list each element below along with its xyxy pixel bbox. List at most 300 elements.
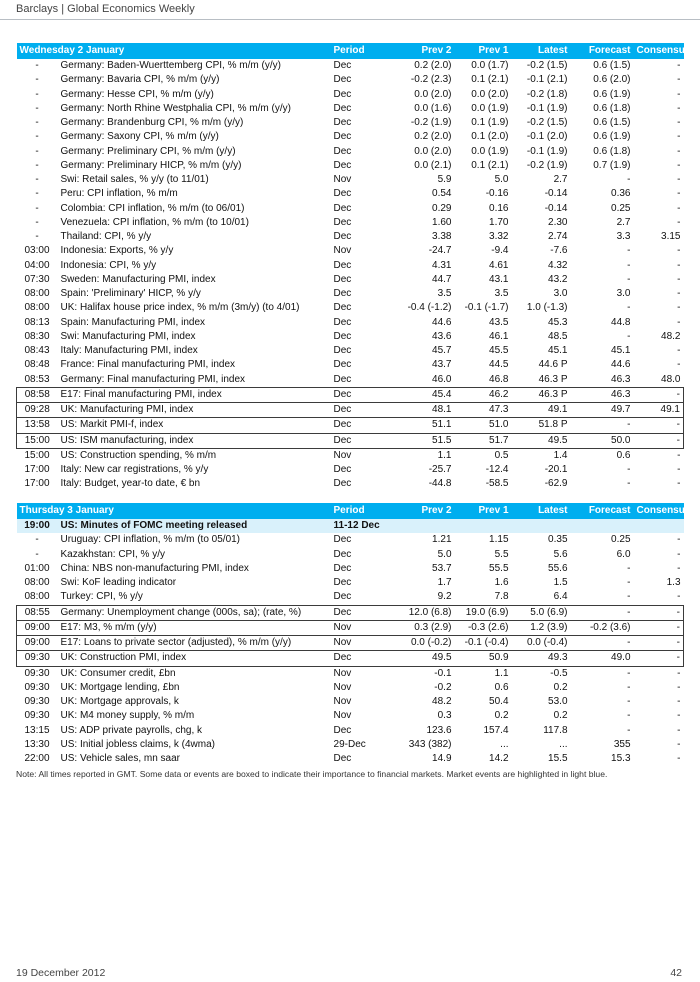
period-cell: Dec [333, 316, 352, 328]
event-cell: E17: M3, % m/m (y/y) [58, 620, 331, 635]
col-period: Period [331, 43, 391, 59]
prev1-cell: 46.8 [489, 373, 509, 385]
table-row [17, 724, 684, 738]
period-cell: Dec [333, 202, 352, 214]
latest-cell: 45.3 [548, 316, 568, 328]
consensus-cell: - [677, 102, 681, 114]
period-cell: Dec [333, 591, 352, 603]
table-row [17, 159, 684, 173]
col-prev2: Prev 2 [391, 503, 455, 519]
event-cell: US: Construction spending, % m/m [60, 449, 217, 461]
prev1-cell: 0.1 (2.0) [471, 131, 509, 143]
period-cell: Dec [333, 534, 352, 546]
time-cell: 04:00 [24, 259, 50, 271]
col-forecast: Forecast [571, 43, 634, 59]
latest-cell: -0.1 (2.1) [526, 74, 568, 86]
consensus-cell: - [677, 174, 681, 186]
time-cell: 07:30 [24, 273, 50, 285]
table-row [17, 373, 684, 388]
period-cell: Dec [333, 117, 352, 129]
period-cell: Dec [333, 231, 352, 243]
latest-cell: 51.8 P [512, 418, 571, 433]
consensus-cell: - [677, 449, 681, 461]
event-cell: US: Vehicle sales, mn saar [60, 753, 180, 765]
period-cell: Nov [333, 710, 352, 722]
event-cell: Germany: Bavaria CPI, % m/m (y/y) [60, 74, 220, 86]
period-cell: Dec [333, 345, 352, 357]
prev2-cell: -24.7 [428, 245, 452, 257]
latest-cell: -0.1 (2.0) [526, 131, 568, 143]
latest-cell: -0.1 (1.9) [526, 102, 568, 114]
forecast-cell: 0.6 (1.9) [593, 88, 631, 100]
latest-cell: 15.5 [548, 753, 568, 765]
consensus-cell: - [677, 273, 681, 285]
table-row [17, 403, 684, 418]
time-cell: 08:43 [24, 345, 50, 357]
prev1-cell: 50.4 [489, 696, 509, 708]
prev2-cell: 48.1 [391, 403, 455, 418]
prev1-cell: 0.6 [494, 681, 509, 693]
time-cell: 08:55 [17, 605, 58, 620]
forecast-cell: 0.25 [611, 534, 631, 546]
period-cell: Dec [331, 651, 391, 666]
forecast-cell: 0.6 (1.5) [593, 117, 631, 129]
consensus-cell: - [677, 316, 681, 328]
prev1-cell: -9.4 [491, 245, 509, 257]
consensus-cell: - [634, 418, 684, 433]
period-cell: Dec [333, 577, 352, 589]
latest-cell: 49.1 [512, 403, 571, 418]
event-cell: Swi: Manufacturing PMI, index [60, 330, 196, 342]
prev2-cell: 1.60 [432, 216, 452, 228]
latest-cell: 0.0 (-0.4) [512, 636, 571, 651]
prev2-cell: 44.6 [432, 316, 452, 328]
col-consensus: Consensus [634, 503, 684, 519]
event-cell: Sweden: Manufacturing PMI, index [60, 273, 216, 285]
latest-cell: 44.6 P [538, 359, 568, 371]
event-cell: US: Initial jobless claims, k (4wma) [60, 738, 215, 750]
consensus-cell: - [677, 117, 681, 129]
event-cell: France: Final manufacturing PMI, index [60, 359, 236, 371]
prev1-cell: 4.61 [489, 259, 509, 271]
consensus-cell: - [634, 387, 684, 402]
latest-cell: 1.5 [553, 577, 568, 589]
event-cell: Germany: Saxony CPI, % m/m (y/y) [60, 131, 219, 143]
event-cell: Turkey: CPI, % y/y [60, 591, 143, 603]
event-cell: Germany: Hesse CPI, % m/m (y/y) [60, 88, 214, 100]
prev2-cell: 51.5 [391, 433, 455, 448]
prev1-cell: 0.0 (1.9) [471, 145, 509, 157]
period-cell: Nov [333, 696, 352, 708]
event-cell: Indonesia: Exports, % y/y [60, 245, 174, 257]
prev2-cell: 3.5 [437, 288, 452, 300]
table-row [17, 173, 684, 187]
footer-date: 19 December 2012 [16, 967, 106, 979]
forecast-cell: 44.6 [611, 359, 631, 371]
latest-cell: 4.32 [548, 259, 568, 271]
consensus-cell: - [677, 145, 681, 157]
time-cell: 08:53 [24, 373, 50, 385]
forecast-cell: 50.0 [571, 433, 634, 448]
time-cell: - [35, 534, 39, 546]
forecast-cell: - [627, 259, 631, 271]
table-row [17, 651, 684, 666]
consensus-cell: - [677, 753, 681, 765]
prev1-cell: 7.8 [494, 591, 509, 603]
period-cell: Dec [333, 259, 352, 271]
table-row [17, 202, 684, 216]
prev1-cell: 46.1 [489, 330, 509, 342]
forecast-cell: - [627, 174, 631, 186]
latest-cell: 117.8 [543, 724, 568, 736]
prev1-cell: 5.0 [494, 174, 509, 186]
table-row [17, 681, 684, 695]
period-cell: Dec [333, 102, 352, 114]
time-cell: - [35, 174, 39, 186]
forecast-cell: 355 [613, 738, 631, 750]
prev1-cell: 43.1 [489, 273, 509, 285]
time-cell: 08:00 [24, 577, 50, 589]
latest-cell: ... [559, 738, 568, 750]
table-row [17, 738, 684, 752]
period-cell: 29-Dec [333, 738, 366, 750]
time-cell: 08:30 [24, 330, 50, 342]
prev1-cell: 44.5 [489, 359, 509, 371]
table-row [17, 230, 684, 244]
time-cell: 08:00 [24, 302, 50, 314]
forecast-cell: 0.36 [611, 188, 631, 200]
table-row [17, 605, 684, 620]
table-row [17, 752, 684, 766]
event-cell: Germany: Preliminary CPI, % m/m (y/y) [60, 145, 236, 157]
prev1-cell: 3.5 [494, 288, 509, 300]
time-cell: - [35, 188, 39, 200]
prev1-cell: 14.2 [489, 753, 509, 765]
forecast-cell: - [627, 478, 631, 490]
period-cell: Dec [333, 131, 352, 143]
consensus-cell: - [677, 359, 681, 371]
consensus-cell: 49.1 [634, 403, 684, 418]
prev1-cell: 0.5 [494, 449, 509, 461]
consensus-cell: - [677, 345, 681, 357]
col-latest: Latest [512, 503, 571, 519]
consensus-cell: - [677, 302, 681, 314]
latest-cell: -0.14 [544, 188, 568, 200]
prev2-cell: 0.2 (2.0) [414, 60, 452, 72]
prev2-cell: 0.0 (-0.2) [391, 636, 455, 651]
prev2-cell: 5.0 [437, 548, 452, 560]
prev2-cell: 0.0 (1.6) [414, 102, 452, 114]
consensus-cell: - [677, 288, 681, 300]
col-prev1: Prev 1 [455, 43, 512, 59]
table-row [17, 387, 684, 402]
period-cell: Dec [333, 724, 352, 736]
latest-cell: 1.2 (3.9) [512, 620, 571, 635]
time-cell: 08:13 [24, 316, 50, 328]
prev2-cell: 1.7 [437, 577, 452, 589]
day-title: Thursday 3 January [17, 503, 331, 519]
event-cell: UK: Mortgage approvals, k [60, 696, 179, 708]
event-cell: Spain: Manufacturing PMI, index [60, 316, 206, 328]
forecast-cell: 45.1 [611, 345, 631, 357]
prev2-cell: 43.7 [432, 359, 452, 371]
time-cell: - [35, 548, 39, 560]
time-cell: 08:58 [17, 387, 58, 402]
table-row [17, 463, 684, 477]
latest-cell: 49.5 [512, 433, 571, 448]
consensus-cell: - [677, 681, 681, 693]
forecast-cell: - [627, 464, 631, 476]
prev2-cell: 14.9 [432, 753, 452, 765]
table-row [17, 145, 684, 159]
period-cell: Dec [333, 159, 352, 171]
prev1-cell: 157.4 [483, 724, 509, 736]
prev2-cell: 48.2 [432, 696, 452, 708]
forecast-cell: - [627, 696, 631, 708]
time-cell: 09:30 [17, 651, 58, 666]
forecast-cell: 44.8 [611, 316, 631, 328]
prev2-cell: 0.0 (2.0) [414, 145, 452, 157]
table-row [17, 130, 684, 144]
prev1-cell: 43.5 [489, 316, 509, 328]
event-cell: Italy: Manufacturing PMI, index [60, 345, 198, 357]
consensus-cell: - [677, 667, 681, 679]
period-cell: Nov [331, 620, 391, 635]
consensus-cell: - [677, 710, 681, 722]
time-cell: - [35, 145, 39, 157]
forecast-cell: - [627, 245, 631, 257]
latest-cell: 3.0 [553, 288, 568, 300]
prev1-cell: 0.0 (1.9) [471, 102, 509, 114]
table-row [17, 636, 684, 651]
prev2-cell: -0.4 (-1.2) [407, 302, 452, 314]
prev2-cell: 0.3 [437, 710, 452, 722]
event-cell: US: ISM manufacturing, index [58, 433, 331, 448]
prev1-cell: 51.7 [455, 433, 512, 448]
forecast-cell: - [627, 562, 631, 574]
calendar-table-thursday [16, 503, 691, 766]
prev1-cell: 0.2 [494, 710, 509, 722]
table-row [17, 418, 684, 433]
table-row [17, 344, 684, 358]
event-cell: UK: M4 money supply, % m/m [60, 710, 195, 722]
prev2-cell: 12.0 (6.8) [391, 605, 455, 620]
time-cell: 09:30 [24, 667, 50, 679]
col-latest: Latest [512, 43, 571, 59]
consensus-cell: - [677, 696, 681, 708]
event-cell: Germany: Brandenburg CPI, % m/m (y/y) [60, 117, 244, 129]
prev2-cell: 53.7 [432, 562, 452, 574]
table-row [17, 287, 684, 301]
prev1-cell: 55.5 [489, 562, 509, 574]
time-cell: 17:00 [24, 478, 50, 490]
period-cell: Nov [333, 174, 352, 186]
prev1-cell: -0.1 (-1.7) [464, 302, 509, 314]
consensus-cell: - [634, 651, 684, 666]
event-cell: Colombia: CPI inflation, % m/m (to 06/01) [60, 202, 245, 214]
consensus-cell: - [677, 478, 681, 490]
period-cell: Nov [331, 636, 391, 651]
time-cell: 09:28 [17, 403, 58, 418]
latest-cell: 2.30 [548, 216, 568, 228]
prev1-cell: ... [500, 738, 509, 750]
table-row [17, 477, 684, 491]
latest-cell: 5.6 [553, 548, 568, 560]
latest-cell: 48.5 [548, 330, 568, 342]
prev1-cell: 0.0 (2.0) [471, 88, 509, 100]
forecast-cell: - [571, 636, 634, 651]
col-prev2: Prev 2 [391, 43, 455, 59]
table-row [17, 562, 684, 576]
prev2-cell: 1.21 [432, 534, 452, 546]
event-cell: Germany: Unemployment change (000s, sa); (rate, %) [58, 605, 331, 620]
period-cell: Nov [333, 667, 352, 679]
latest-cell: 46.3 P [538, 373, 568, 385]
forecast-cell: - [627, 667, 631, 679]
table-row [17, 709, 684, 723]
event-cell: UK: Construction PMI, index [58, 651, 331, 666]
time-cell: - [35, 74, 39, 86]
header-divider [0, 19, 700, 20]
time-cell: 09:30 [24, 710, 50, 722]
prev1-cell: 0.0 (1.7) [471, 60, 509, 72]
prev1-cell: 0.1 (1.9) [471, 117, 509, 129]
prev2-cell: -44.8 [428, 478, 452, 490]
latest-cell: 46.3 P [512, 387, 571, 402]
consensus-cell: - [677, 60, 681, 72]
event-cell: Germany: Baden-Wuerttemberg CPI, % m/m (y/y) [60, 60, 281, 72]
forecast-cell: 49.0 [571, 651, 634, 666]
latest-cell: 2.7 [553, 174, 568, 186]
forecast-cell: - [627, 273, 631, 285]
forecast-cell: - [627, 330, 631, 342]
prev1-cell: 19.0 (6.9) [455, 605, 512, 620]
event-cell: Indonesia: CPI, % y/y [60, 259, 157, 271]
time-cell: 13:58 [17, 418, 58, 433]
forecast-cell: - [571, 605, 634, 620]
forecast-cell: - [571, 418, 634, 433]
time-cell: 09:00 [17, 636, 58, 651]
time-cell: - [35, 117, 39, 129]
latest-cell: 45.1 [548, 345, 568, 357]
period-cell: Dec [333, 330, 352, 342]
period-cell: Dec [333, 373, 352, 385]
consensus-cell: 3.15 [661, 231, 681, 243]
col-prev1: Prev 1 [455, 503, 512, 519]
prev2-cell: 0.2 (2.0) [414, 131, 452, 143]
day-title: Wednesday 2 January [17, 43, 331, 59]
prev2-cell: 1.1 [437, 449, 452, 461]
event-cell: China: NBS non-manufacturing PMI, index [60, 562, 249, 574]
prev1-cell: 51.0 [455, 418, 512, 433]
latest-cell: 49.3 [512, 651, 571, 666]
period-cell: Dec [331, 605, 391, 620]
time-cell: 08:00 [24, 591, 50, 603]
event-cell: UK: Consumer credit, £bn [60, 667, 176, 679]
time-cell: 19:00 [17, 519, 58, 533]
prev2-cell: 0.0 (2.1) [414, 159, 452, 171]
prev2-cell: 0.3 (2.9) [391, 620, 455, 635]
consensus-cell: - [677, 159, 681, 171]
calendar-table-wednesday [16, 43, 691, 492]
consensus-cell: - [677, 562, 681, 574]
forecast-cell: - [627, 577, 631, 589]
event-cell: US: Minutes of FOMC meeting released [58, 519, 331, 533]
table-row [17, 590, 684, 605]
forecast-cell: - [627, 591, 631, 603]
event-cell: E17: Loans to private sector (adjusted), % m/m (y/y) [58, 636, 331, 651]
table-header-row [17, 43, 684, 59]
time-cell: 08:48 [24, 359, 50, 371]
period-cell: Dec [331, 387, 391, 402]
col-forecast: Forecast [571, 503, 634, 519]
table-row [17, 116, 684, 130]
consensus-cell: - [677, 88, 681, 100]
prev2-cell: 46.0 [432, 373, 452, 385]
prev2-cell: 9.2 [437, 591, 452, 603]
prev1-cell: 1.15 [489, 534, 509, 546]
prev1-cell: 50.9 [455, 651, 512, 666]
event-cell: Germany: Final manufacturing PMI, index [60, 373, 246, 385]
consensus-cell: 48.0 [661, 373, 681, 385]
table-row [17, 576, 684, 590]
consensus-cell: - [677, 202, 681, 214]
time-cell: - [35, 60, 39, 72]
period-cell: Nov [333, 681, 352, 693]
prev2-cell: 0.29 [432, 202, 452, 214]
consensus-cell: - [677, 724, 681, 736]
prev1-cell: 1.6 [494, 577, 509, 589]
prev1-cell: 0.1 (2.1) [471, 74, 509, 86]
prev1-cell: 0.1 (2.1) [471, 159, 509, 171]
period-cell: Dec [333, 145, 352, 157]
event-cell: Italy: Budget, year-to date, € bn [60, 478, 201, 490]
prev1-cell: -0.3 (2.6) [455, 620, 512, 635]
event-cell: Germany: Preliminary HICP, % m/m (y/y) [60, 159, 242, 171]
forecast-cell: - [627, 724, 631, 736]
col-consensus: Consensus [634, 43, 684, 59]
latest-cell: 0.35 [548, 534, 568, 546]
event-cell: UK: Manufacturing PMI, index [58, 403, 331, 418]
event-cell: Uruguay: CPI inflation, % m/m (to 05/01) [60, 534, 241, 546]
event-cell: Kazakhstan: CPI, % y/y [60, 548, 165, 560]
table-row [17, 59, 684, 73]
period-cell: Dec [333, 562, 352, 574]
event-cell: Swi: Retail sales, % y/y (to 11/01) [60, 174, 209, 186]
consensus-cell: - [677, 188, 681, 200]
latest-cell: -20.1 [544, 464, 568, 476]
prev2-cell: 5.9 [437, 174, 452, 186]
forecast-cell: - [627, 302, 631, 314]
prev2-cell: -0.2 [434, 681, 452, 693]
table-row [17, 533, 684, 547]
consensus-cell: - [677, 591, 681, 603]
forecast-cell: 6.0 [616, 548, 631, 560]
time-cell: - [35, 102, 39, 114]
time-cell: 13:15 [24, 724, 50, 736]
forecast-cell: - [627, 710, 631, 722]
time-cell: 09:30 [24, 681, 50, 693]
time-cell: 09:30 [24, 696, 50, 708]
forecast-cell: 49.7 [571, 403, 634, 418]
forecast-cell: 3.0 [616, 288, 631, 300]
prev1-cell: -12.4 [485, 464, 509, 476]
forecast-cell: 0.6 (1.5) [593, 60, 631, 72]
table-row [17, 620, 684, 635]
prev1-cell: 3.32 [489, 231, 509, 243]
table-row [17, 216, 684, 230]
forecast-cell: -0.2 (3.6) [571, 620, 634, 635]
